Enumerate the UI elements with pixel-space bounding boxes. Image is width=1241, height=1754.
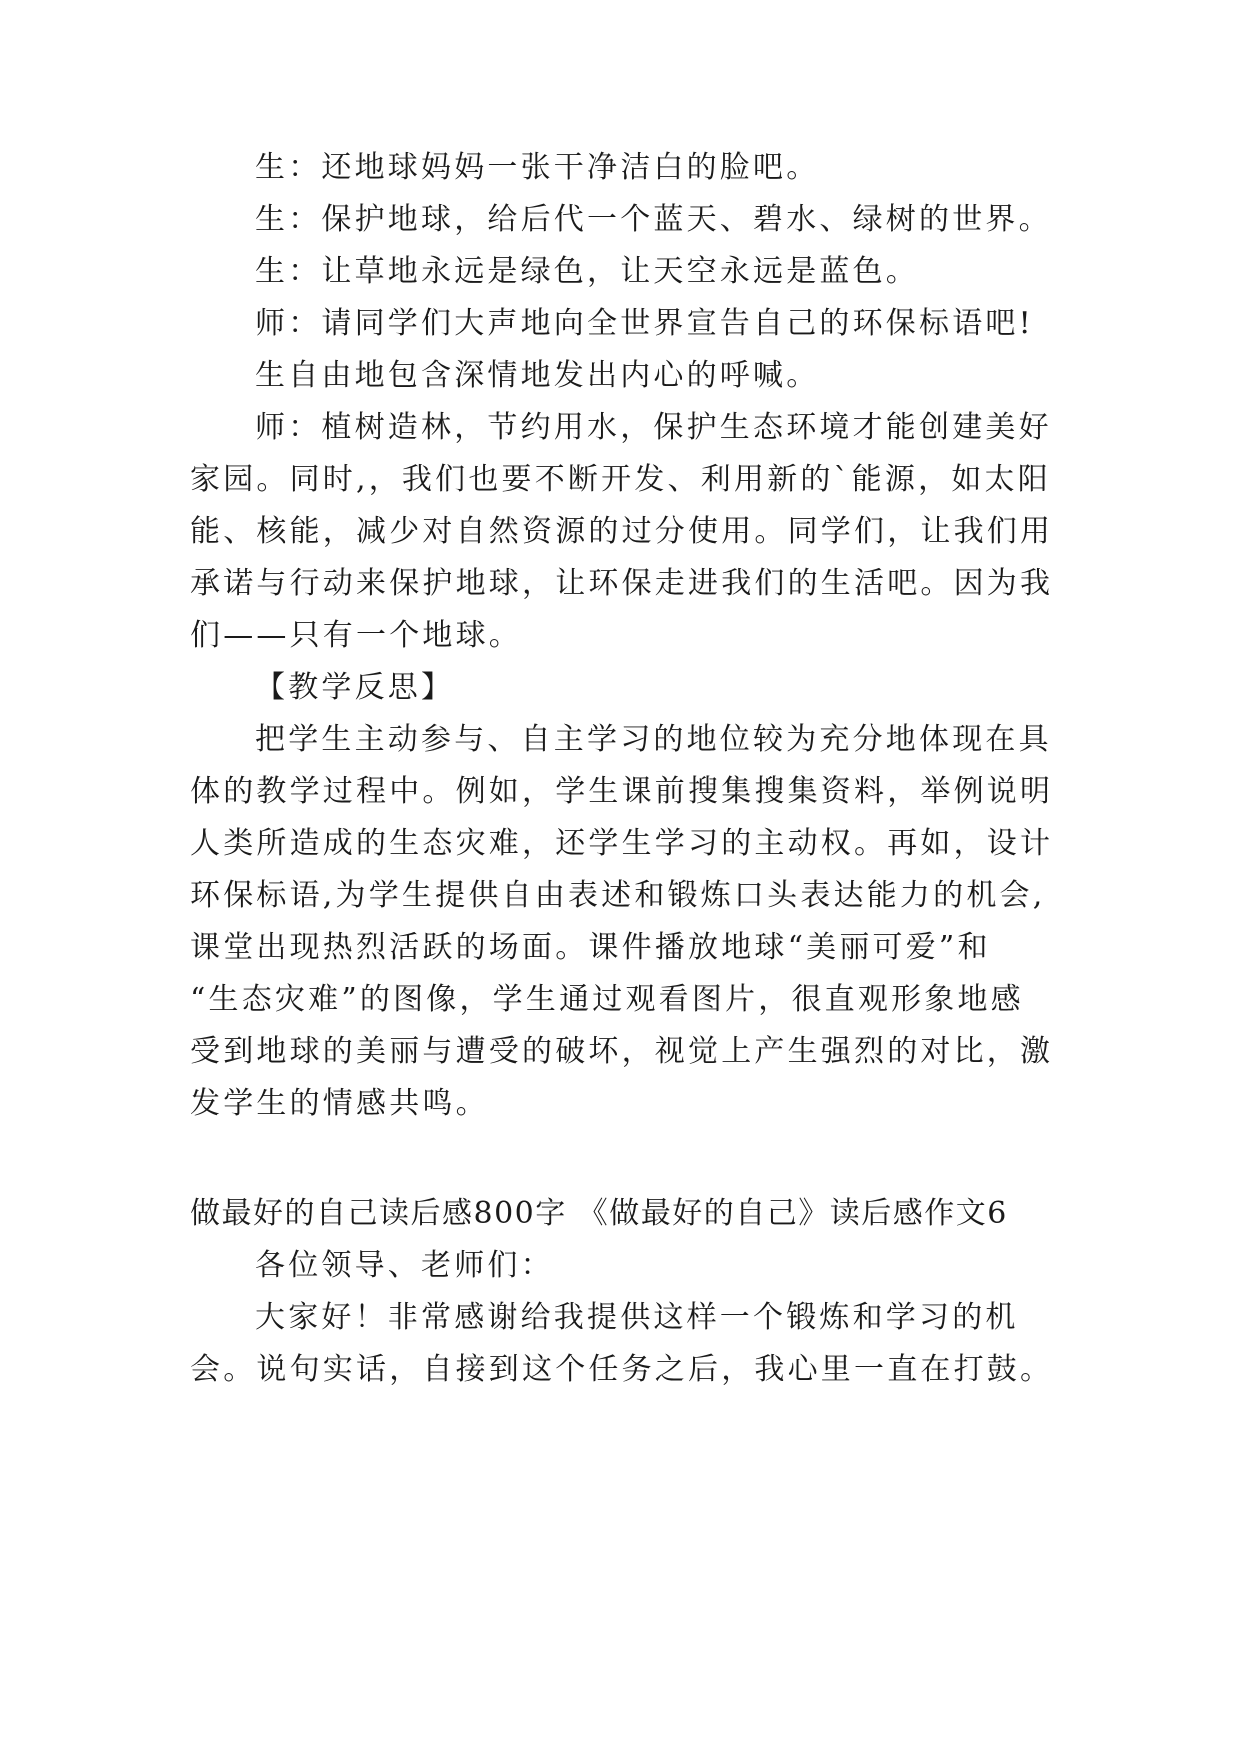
dialogue-line: 生：还地球妈妈一张干净洁白的脸吧。 bbox=[255, 150, 820, 185]
paragraph-line: 家园。同时,，我们也要不断开发、利用新的`能源，如太阳 bbox=[190, 462, 1051, 497]
dialogue-line: 生自由地包含深情地发出内心的呼喊。 bbox=[255, 358, 820, 393]
paragraph-line: 发学生的情感共鸣。 bbox=[190, 1086, 489, 1121]
paragraph-line: 环保标语,为学生提供自由表述和锻炼口头表达能力的机会, bbox=[190, 878, 1046, 913]
paragraph-line: 能、核能，减少对自然资源的过分使用。同学们，让我们用 bbox=[190, 514, 1054, 549]
paragraph-line: 把学生主动参与、自主学习的地位较为充分地体现在具 bbox=[255, 722, 1052, 757]
paragraph-line: 大家好！非常感谢给我提供这样一个锻炼和学习的机 bbox=[255, 1300, 1019, 1335]
article-title: 做最好的自己读后感800字 《做最好的自己》读后感作文6 bbox=[190, 1196, 1008, 1231]
paragraph-line: 受到地球的美丽与遭受的破坏，视觉上产生强烈的对比，激 bbox=[190, 1034, 1054, 1069]
dialogue-line: 生：保护地球，给后代一个蓝天、碧水、绿树的世界。 bbox=[255, 202, 1052, 237]
paragraph-line: 课堂出现热烈活跃的场面。课件播放地球“美丽可爱”和 bbox=[190, 930, 991, 965]
paragraph-line: 们——只有一个地球。 bbox=[190, 618, 522, 653]
greeting-line: 各位领导、老师们： bbox=[255, 1248, 554, 1283]
paragraph-line: 体的教学过程中。例如，学生课前搜集搜集资料，举例说明 bbox=[190, 774, 1054, 809]
paragraph-line: “生态灾难”的图像，学生通过观看图片，很直观形象地感 bbox=[190, 982, 1024, 1017]
section-heading: 【教学反思】 bbox=[255, 670, 455, 705]
paragraph-line: 师：植树造林，节约用水，保护生态环境才能创建美好 bbox=[255, 410, 1052, 445]
paragraph-line: 承诺与行动来保护地球，让环保走进我们的生活吧。因为我 bbox=[190, 566, 1054, 601]
paragraph-line: 人类所造成的生态灾难，还学生学习的主动权。再如，设计 bbox=[190, 826, 1054, 861]
dialogue-line: 师：请同学们大声地向全世界宣告自己的环保标语吧! bbox=[255, 306, 1034, 341]
paragraph-line: 会。说句实话，自接到这个任务之后，我心里一直在打鼓。 bbox=[190, 1352, 1054, 1387]
dialogue-line: 生：让草地永远是绿色，让天空永远是蓝色。 bbox=[255, 254, 919, 289]
